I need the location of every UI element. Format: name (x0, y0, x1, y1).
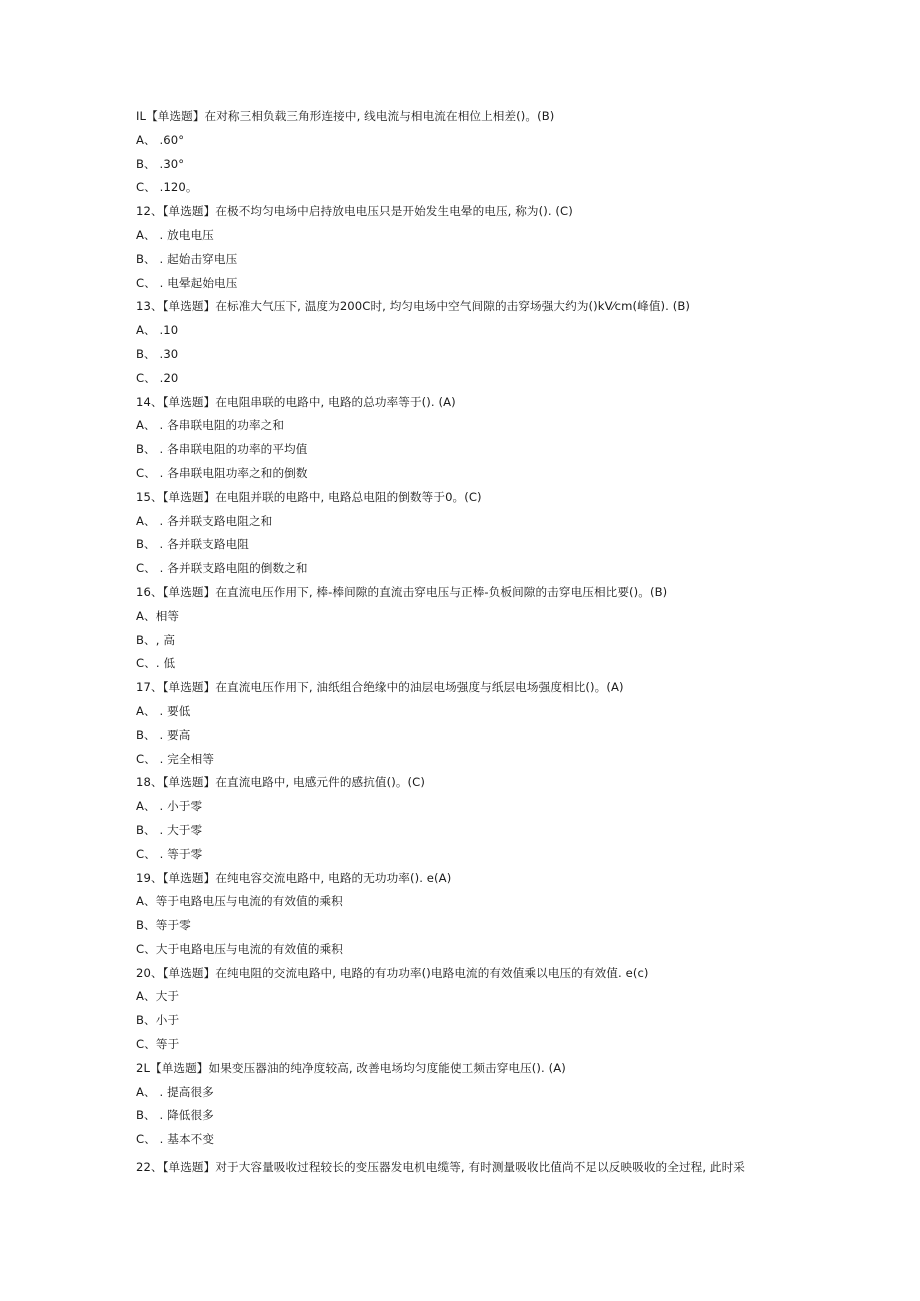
option-15-b: B、 . 各并联支路电阻 (136, 537, 249, 552)
question-21: 2L【单选题】如果变压器油的纯净度较高, 改善电场均匀度能使工频击穿电压(). (A) (136, 1060, 566, 1075)
question-18: 18、【单选题】在直流电路中, 电感元件的感抗值()。(C) (136, 775, 425, 790)
question-15: 15、【单选题】在电阻并联的电路中, 电路总电阻的倒数等于0。(C) (136, 489, 482, 504)
question-12: 12、【单选题】在极不均匀电场中启持放电电压只是开始发生电晕的电压, 称为(). (C) (136, 204, 573, 219)
option-12-c: C、 . 电晕起始电压 (136, 275, 238, 290)
option-14-c: C、 . 各串联电阻功率之和的倒数 (136, 465, 308, 480)
option-18-a: A、 . 小于零 (136, 799, 203, 814)
option-15-a: A、 . 各并联支路电阻之和 (136, 513, 273, 528)
option-18-b: B、 . 大于零 (136, 822, 203, 837)
question-14: 14、【单选题】在电阻串联的电路中, 电路的总功率等于(). (A) (136, 394, 456, 409)
option-20-b: B、小于 (136, 1013, 180, 1028)
option-19-b: B、等于零 (136, 918, 191, 933)
option-17-c: C、 . 完全相等 (136, 751, 215, 766)
option-21-b: B、 . 降低很多 (136, 1108, 214, 1123)
question-13: 13、【单选题】在标准大气压下, 温度为200C时, 均匀电场中空气间隙的击穿场强大约为()kV⁄cm(峰值). (B) (136, 299, 691, 314)
option-21-c: C、 . 基本不变 (136, 1132, 215, 1147)
question-list (136, 105, 816, 1180)
option-11-c: C、 .120。 (136, 180, 198, 195)
option-11-a: A、 .60° (136, 132, 185, 147)
question-22: 22、【单选题】对于大容量吸收过程较长的变压器发电机电缆等, 有时测量吸收比值尚不足以反映吸收的全过程, 此时采 (136, 1160, 745, 1175)
option-12-a: A、 . 放电电压 (136, 227, 214, 242)
option-13-b: B、 .30 (136, 346, 179, 361)
question-17: 17、【单选题】在直流电压作用下, 油纸组合绝缘中的油层电场强度与纸层电场强度相比()。(A) (136, 680, 624, 695)
option-18-c: C、 . 等于零 (136, 846, 203, 861)
question-20: 20、【单选题】在纯电阻的交流电路中, 电路的有功功率()电路电流的有效值乘以电压的有效值. e(c) (136, 965, 649, 980)
option-16-c: C、. 低 (136, 656, 176, 671)
option-14-b: B、 . 各串联电阻的功率的平均值 (136, 442, 308, 457)
option-20-c: C、等于 (136, 1037, 180, 1052)
option-17-b: B、 . 要高 (136, 727, 191, 742)
option-16-a: A、相等 (136, 608, 180, 623)
option-14-a: A、 . 各串联电阻的功率之和 (136, 418, 285, 433)
option-17-a: A、 . 要低 (136, 703, 191, 718)
option-21-a: A、 . 提高很多 (136, 1084, 214, 1099)
option-13-a: A、 .10 (136, 323, 179, 338)
option-13-c: C、 .20 (136, 370, 179, 385)
option-19-a: A、等于电路电压与电流的有效值的乘积 (136, 894, 343, 909)
option-20-a: A、大于 (136, 989, 180, 1004)
option-19-c: C、大于电路电压与电流的有效值的乘积 (136, 941, 343, 956)
option-16-b: B、, 高 (136, 632, 176, 647)
option-11-b: B、 .30° (136, 156, 185, 171)
option-15-c: C、 . 各并联支路电阻的倒数之和 (136, 561, 308, 576)
question-16: 16、【单选题】在直流电压作用下, 棒-棒间隙的直流击穿电压与正棒-负板间隙的击穿电压相比要()。(B) (136, 584, 668, 599)
question-19: 19、【单选题】在纯电容交流电路中, 电路的无功功率(). e(A) (136, 870, 452, 885)
option-12-b: B、 . 起始击穿电压 (136, 251, 238, 266)
question-11: IL【单选题】在对称三相负载三角形连接中, 线电流与相电流在相位上相差()。(B) (136, 109, 555, 123)
